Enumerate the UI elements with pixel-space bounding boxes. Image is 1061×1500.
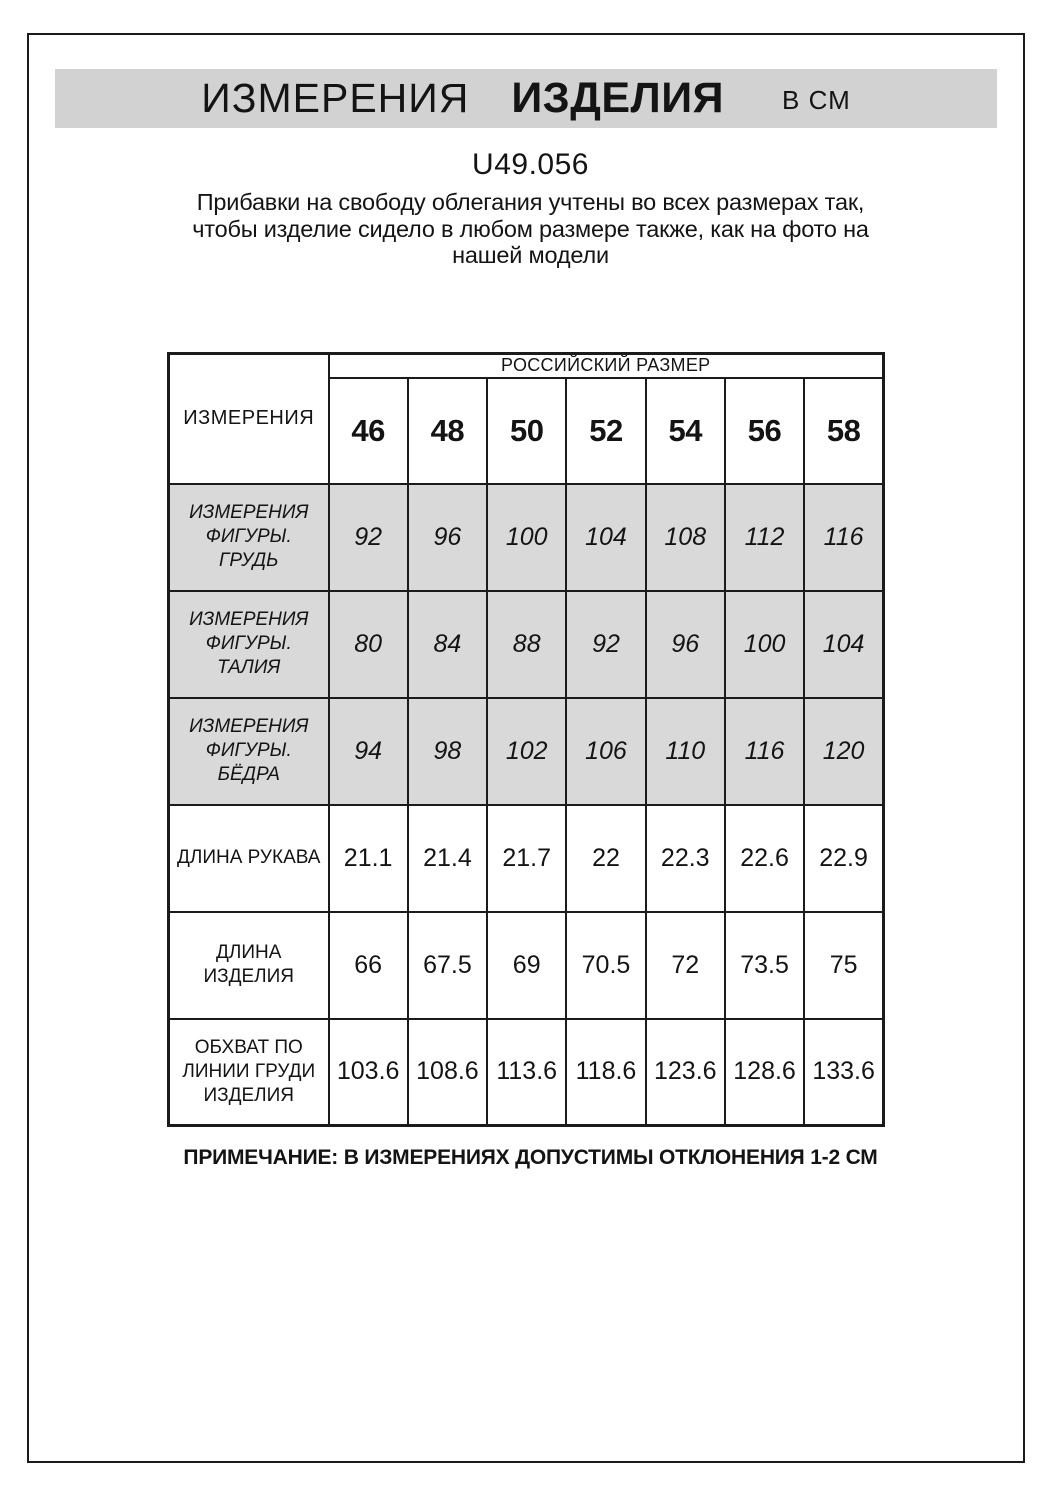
value-cell: 118.6: [566, 1019, 645, 1126]
intro-line-3: нашей модели: [452, 242, 609, 268]
value-cell: 21.7: [487, 805, 566, 912]
measurement-label: ОБХВАТ ПО ЛИНИИ ГРУДИ ИЗДЕЛИЯ: [169, 1019, 329, 1126]
value-cell: 21.1: [329, 805, 408, 912]
value-cell: 22.9: [804, 805, 883, 912]
size-col-48: 48: [408, 378, 487, 484]
value-cell: 110: [646, 698, 725, 805]
value-cell: 69: [487, 912, 566, 1019]
table-row-chest-girth: [169, 1019, 884, 1126]
size-chart-table: [167, 352, 885, 1127]
measurement-label: ИЗМЕРЕНИЯ ФИГУРЫ. БЁДРА: [169, 698, 329, 805]
value-cell: 104: [566, 484, 645, 591]
value-cell: 22: [566, 805, 645, 912]
table-row-figure-waist: [169, 591, 884, 698]
value-cell: 100: [725, 591, 804, 698]
table-row-item-length: [169, 912, 884, 1019]
value-cell: 88: [487, 591, 566, 698]
value-cell: 92: [566, 591, 645, 698]
value-cell: 116: [804, 484, 883, 591]
tolerance-note: ПРИМЕЧАНИЕ: В ИЗМЕРЕНИЯХ ДОПУСТИМЫ ОТКЛОНЕНИЯ 1-2 СМ: [183, 1146, 878, 1169]
title-product: ИЗДЕЛИЯ: [511, 74, 725, 122]
value-cell: 80: [329, 591, 408, 698]
title-measurements: ИЗМЕРЕНИЯ: [201, 75, 470, 121]
table-corner-label: ИЗМЕРЕНИЯ: [169, 354, 329, 484]
value-cell: 102: [487, 698, 566, 805]
value-cell: 22.6: [725, 805, 804, 912]
value-cell: 120: [804, 698, 883, 805]
value-cell: 133.6: [804, 1019, 883, 1126]
measurement-label: ИЗМЕРЕНИЯ ФИГУРЫ. ТАЛИЯ: [169, 591, 329, 698]
intro-line-1: Прибавки на свободу облегания учтены во всех размерах так,: [196, 189, 865, 215]
value-cell: 108: [646, 484, 725, 591]
value-cell: 98: [408, 698, 487, 805]
measurement-label: ИЗМЕРЕНИЯ ФИГУРЫ. ГРУДЬ: [169, 484, 329, 591]
value-cell: 72: [646, 912, 725, 1019]
size-col-56: 56: [725, 378, 804, 484]
russian-size-header: РОССИЙСКИЙ РАЗМЕР: [329, 354, 884, 378]
intro-line-2: чтобы изделие сидело в любом размере также, как на фото на: [192, 215, 869, 242]
value-cell: 73.5: [725, 912, 804, 1019]
value-cell: 103.6: [329, 1019, 408, 1126]
table-row-figure-hips: [169, 698, 884, 805]
value-cell: 116: [725, 698, 804, 805]
value-cell: 112: [725, 484, 804, 591]
value-cell: 22.3: [646, 805, 725, 912]
size-group-row: [169, 354, 884, 378]
value-cell: 66: [329, 912, 408, 1019]
intro-paragraph: [0, 189, 1061, 269]
value-cell: 70.5: [566, 912, 645, 1019]
size-col-52: 52: [566, 378, 645, 484]
value-cell: 94: [329, 698, 408, 805]
value-cell: 92: [329, 484, 408, 591]
size-col-46: 46: [329, 378, 408, 484]
value-cell: 100: [487, 484, 566, 591]
value-cell: 104: [804, 591, 883, 698]
value-cell: 84: [408, 591, 487, 698]
value-cell: 21.4: [408, 805, 487, 912]
value-cell: 106: [566, 698, 645, 805]
measurement-label: ДЛИНА РУКАВА: [169, 805, 329, 912]
article-number: U49.056: [472, 148, 589, 181]
title-banner: [55, 69, 997, 128]
value-cell: 75: [804, 912, 883, 1019]
size-col-54: 54: [646, 378, 725, 484]
value-cell: 96: [408, 484, 487, 591]
value-cell: 67.5: [408, 912, 487, 1019]
value-cell: 113.6: [487, 1019, 566, 1126]
size-col-58: 58: [804, 378, 883, 484]
table-row-figure-chest: [169, 484, 884, 591]
value-cell: 96: [646, 591, 725, 698]
value-cell: 128.6: [725, 1019, 804, 1126]
size-col-50: 50: [487, 378, 566, 484]
value-cell: 108.6: [408, 1019, 487, 1126]
table-row-sleeve-length: [169, 805, 884, 912]
measurement-label: ДЛИНА ИЗДЕЛИЯ: [169, 912, 329, 1019]
value-cell: 123.6: [646, 1019, 725, 1126]
title-unit: В СМ: [782, 85, 851, 115]
